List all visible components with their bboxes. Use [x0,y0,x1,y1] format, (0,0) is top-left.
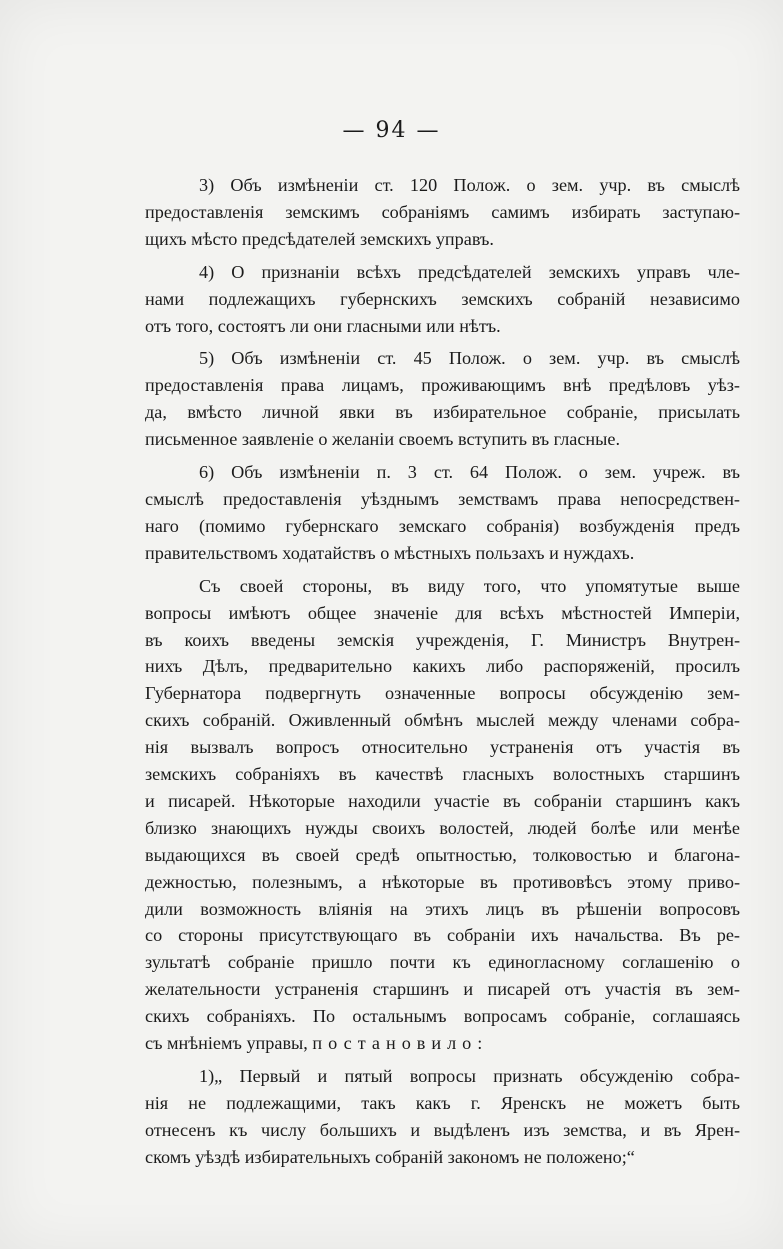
resolution-word: постановило: [312,1033,489,1054]
text-line: письменное заявленіе о желаніи своемъ вступить въ гласные. [145,429,621,450]
page-body [145,172,740,1177]
text-fragment: съ мнѣніемъ управы, [145,1033,308,1054]
paragraph-item-3 [145,172,740,253]
text-line: 4) О признаніи всѣхъ предсѣдателей земскихъ управъ чле- [199,261,740,282]
text-line [145,1030,740,1057]
text-line: и писарей. Нѣкоторые находили участіе въ собраніи старшинъ какъ [145,790,740,811]
text-line: 3) Объ измѣненіи ст. 120 Полож. о зем. учр. въ смыслѣ [199,175,740,195]
text-line: предоставленія земскимъ собраніямъ самимъ избирать заступаю- [145,201,740,222]
text-line: земскихъ собраніяхъ въ качествѣ гласныхъ волостныхъ старшинъ [145,764,740,785]
text-line: дежностью, полезнымъ, а нѣкоторые въ противовѣсъ этому приво- [145,871,740,892]
text-line: 6) Объ измѣненіи п. 3 ст. 64 Полож. о зем. учреж. въ [199,462,740,483]
text-line: отъ того, состоятъ ли они гласными или нѣтъ. [145,315,501,336]
paragraph-item-5 [145,345,740,453]
paragraph-item-4 [145,259,740,340]
text-line: предоставленія права лицамъ, проживающимъ внѣ предѣловъ уѣз- [145,375,740,396]
text-line: нами подлежащихъ губернскихъ земскихъ собраній независимо [145,288,740,309]
text-line: Губернатора подвергнуть означенные вопросы обсужденію зем- [145,683,740,704]
text-line: выдающихся въ своей средѣ опытностью, толковостью и благона- [145,844,740,865]
paragraph-main [145,573,740,1057]
text-line: въ коихъ введены земскія учрежденія, Г. Министръ Внутрен- [145,629,740,650]
paragraph-item-6 [145,459,740,567]
text-line: нія не подлежащими, такъ какъ г. Яренскъ не можетъ быть [145,1092,740,1113]
text-line: отнесенъ къ числу большихъ и выдѣленъ изъ земства, и въ Ярен- [145,1119,740,1140]
text-line: скомъ уѣздѣ избирательныхъ собраній закономъ не положено;“ [145,1146,635,1167]
text-line: щихъ мѣсто предсѣдателей земскихъ управъ. [145,228,494,249]
text-line: со стороны присутствующаго въ собраніи ихъ начальства. Въ ре- [145,925,740,946]
text-line: близко знающихъ нужды своихъ волостей, людей болѣе или менѣе [145,817,740,838]
text-line: правительствомъ ходатайствъ о мѣстныхъ пользахъ и нуждахъ. [145,542,635,563]
text-line: смыслѣ предоставленія уѣзднымъ земствамъ права непосредствен- [145,488,740,509]
paragraph-resolution-1 [145,1063,740,1171]
text-line: нихъ Дѣлъ, предварительно какихъ либо распоряженій, просилъ [145,656,740,677]
text-line: вопросы имѣютъ общее значеніе для всѣхъ мѣстностей Имперіи, [145,602,740,623]
text-line: наго (помимо губернскаго земскаго собранія) возбужденія предъ [145,515,740,536]
text-line: дили возможность вліянія на этихъ лицъ въ рѣшеніи вопросовъ [145,898,740,919]
text-line: 5) Объ измѣненіи ст. 45 Полож. о зем. учр. въ смыслѣ [199,348,740,369]
text-line: зультатѣ собраніе пришло почти къ единогласному соглашенію о [145,952,740,973]
text-line: 1)„ Первый и пятый вопросы признать обсужденію собра- [199,1066,740,1086]
text-line: скихъ собраніяхъ. По остальнымъ вопросамъ собраніе, соглашаясь [145,1006,740,1027]
text-line: Съ своей стороны, въ виду того, что упомятутые выше [199,575,740,596]
text-line: желательности устраненія старшинъ и писарей отъ участія въ зем- [145,979,740,1000]
text-line: да, вмѣсто личной явки въ избирательное собраніе, присылать [145,402,740,423]
text-line: скихъ собраній. Оживленный обмѣнъ мыслей между членами собра- [145,710,740,731]
page-number: — 94 — [342,118,441,143]
text-line: нія вызвалъ вопросъ относительно устраненія отъ участія въ [145,737,740,758]
